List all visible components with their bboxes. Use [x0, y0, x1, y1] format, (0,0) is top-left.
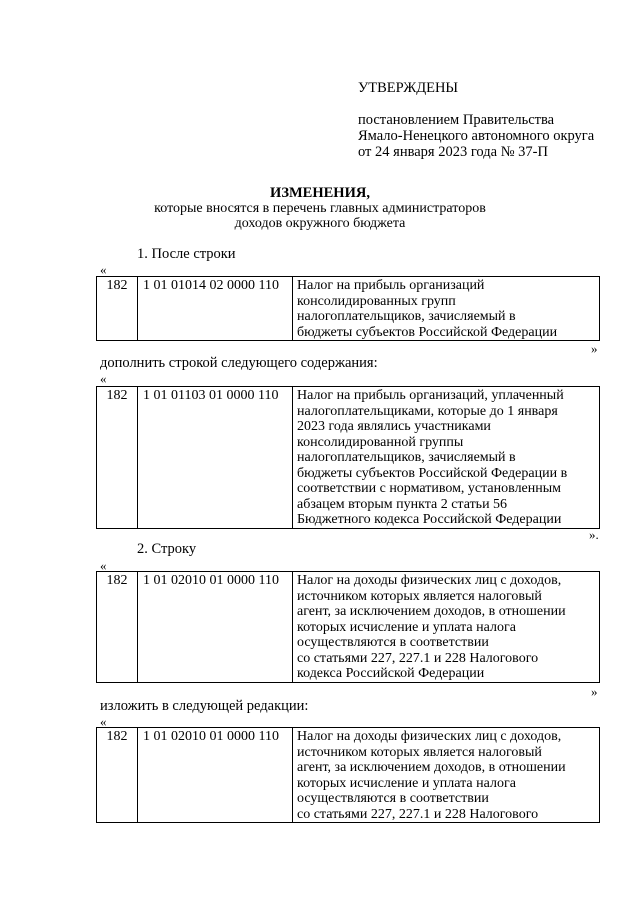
- item-1-intro: 1. После строки: [137, 246, 236, 262]
- close-quote: ».: [589, 527, 599, 542]
- replace-instruction: изложить в следующей редакции:: [100, 698, 309, 714]
- open-quote: «: [100, 714, 107, 729]
- open-quote: «: [100, 558, 107, 573]
- kbk-cell: 1 01 02010 01 0000 110: [138, 572, 293, 683]
- income-name-cell: Налог на прибыль организаций, уплаченный налогоплательщиками, которые до 1 января 2023 года являлись участниками консолидированной группы налогоплательщиков, зачисляемый в бюджеты субъектов Российской Федерации в соответствии с нормативом, установленным абзацем вторым пункта 2 статьи 56 Бюджетного кодекса Российской Федерации: [293, 387, 600, 529]
- income-name-cell: Налог на доходы физических лиц с доходов, источником которых является налоговый агент, за исключением доходов, в отношении которых исчисление и уплата налога осуществляются в соответствии со статьями 227, 227.1 и 228 Налогового кодекса Российской Федерации: [293, 572, 600, 683]
- admin-code-cell: 182: [97, 728, 138, 823]
- kbk-cell: 1 01 01014 02 0000 110: [138, 277, 293, 341]
- admin-code-cell: 182: [97, 572, 138, 683]
- document-subtitle: доходов окружного бюджета: [234, 216, 406, 231]
- approval-line: от 24 января 2023 года № 37-П: [358, 144, 548, 160]
- income-name-cell: Налог на доходы физических лиц с доходов, источником которых является налоговый агент, за исключением доходов, в отношении которых исчисление и уплата налога осуществляются в соответствии со статьями 227, 227.1 и 228 Налогового: [293, 728, 600, 823]
- item-2-intro: 2. Строку: [137, 541, 197, 557]
- budget-table: [96, 727, 600, 823]
- income-name-cell: Налог на прибыль организаций консолидированных групп налогоплательщиков, зачисляемый в бюджеты субъектов Российской Федерации: [293, 277, 600, 341]
- approval-block: [358, 80, 594, 160]
- add-instruction: дополнить строкой следующего содержания:: [100, 355, 378, 371]
- admin-code-cell: 182: [97, 277, 138, 341]
- approval-title: УТВЕРЖДЕНЫ: [358, 80, 459, 96]
- open-quote: «: [100, 371, 107, 386]
- document-heading: [0, 186, 640, 231]
- budget-table: [96, 276, 600, 341]
- budget-table: [96, 571, 600, 683]
- kbk-cell: 1 01 02010 01 0000 110: [138, 728, 293, 823]
- close-quote: »: [591, 684, 598, 699]
- open-quote: «: [100, 262, 107, 277]
- table-row: [97, 728, 600, 823]
- close-quote: »: [591, 341, 598, 356]
- document-title: ИЗМЕНЕНИЯ,: [270, 185, 370, 201]
- table-row: [97, 387, 600, 529]
- document-subtitle: которые вносятся в перечень главных администраторов: [154, 201, 486, 216]
- approval-line: Ямало-Ненецкого автономного округа: [358, 128, 595, 144]
- admin-code-cell: 182: [97, 387, 138, 529]
- table-row: [97, 277, 600, 341]
- table-row: [97, 572, 600, 683]
- kbk-cell: 1 01 01103 01 0000 110: [138, 387, 293, 529]
- budget-table: [96, 386, 600, 529]
- approval-line: постановлением Правительства: [358, 112, 555, 128]
